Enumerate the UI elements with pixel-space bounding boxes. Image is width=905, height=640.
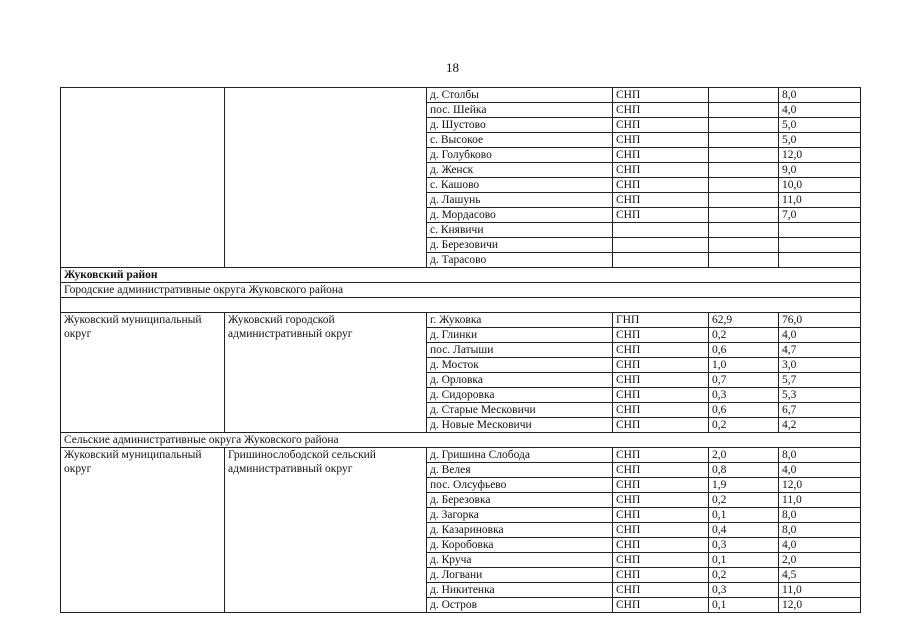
table-row <box>61 448 861 463</box>
value-1-cell <box>709 208 779 223</box>
value-1-cell <box>709 163 779 178</box>
value-2-cell <box>779 223 861 238</box>
section-title: Городские административные округа Жуковского района <box>61 283 861 298</box>
value-2-cell: 8,0 <box>779 448 861 463</box>
settlement-type-cell: СНП <box>613 208 709 223</box>
settlement-type-cell: ГНП <box>613 313 709 328</box>
settlement-name-cell: пос. Олсуфьево <box>427 478 613 493</box>
settlement-name-cell: д. Столбы <box>427 88 613 103</box>
settlement-type-cell: СНП <box>613 343 709 358</box>
district-header-row <box>61 268 861 283</box>
settlement-type-cell <box>613 253 709 268</box>
value-2-cell: 12,0 <box>779 148 861 163</box>
value-1-cell: 0,8 <box>709 463 779 478</box>
value-2-cell: 5,0 <box>779 133 861 148</box>
value-1-cell <box>709 238 779 253</box>
value-1-cell: 0,2 <box>709 493 779 508</box>
admin-district-cell: Гришинослободской сельский административный округ <box>225 448 427 613</box>
settlement-name-cell: д. Круча <box>427 553 613 568</box>
settlement-name-cell: д. Тарасово <box>427 253 613 268</box>
settlement-name-cell: с. Кашово <box>427 178 613 193</box>
value-1-cell: 1,9 <box>709 478 779 493</box>
settlement-name-cell: д. Березовичи <box>427 238 613 253</box>
settlement-type-cell: СНП <box>613 598 709 613</box>
value-2-cell <box>779 238 861 253</box>
value-2-cell: 4,0 <box>779 538 861 553</box>
value-1-cell <box>709 178 779 193</box>
value-2-cell: 8,0 <box>779 508 861 523</box>
settlement-type-cell: СНП <box>613 508 709 523</box>
value-2-cell: 4,0 <box>779 463 861 478</box>
value-1-cell <box>709 133 779 148</box>
settlement-name-cell: д. Казариновка <box>427 523 613 538</box>
settlement-type-cell: СНП <box>613 523 709 538</box>
value-1-cell <box>709 103 779 118</box>
settlements-table <box>60 87 861 613</box>
value-2-cell: 4,5 <box>779 568 861 583</box>
value-1-cell: 0,2 <box>709 568 779 583</box>
value-2-cell: 8,0 <box>779 523 861 538</box>
value-1-cell: 0,3 <box>709 388 779 403</box>
value-1-cell: 62,9 <box>709 313 779 328</box>
settlement-type-cell: СНП <box>613 373 709 388</box>
value-1-cell: 0,4 <box>709 523 779 538</box>
value-2-cell: 11,0 <box>779 193 861 208</box>
settlement-type-cell: СНП <box>613 403 709 418</box>
settlement-type-cell: СНП <box>613 358 709 373</box>
value-2-cell: 4,0 <box>779 328 861 343</box>
admin-district-cell: Жуковский городской административный округ <box>225 313 427 433</box>
settlement-name-cell: д. Мордасово <box>427 208 613 223</box>
value-2-cell: 5,0 <box>779 118 861 133</box>
value-2-cell: 5,7 <box>779 373 861 388</box>
settlement-type-cell: СНП <box>613 103 709 118</box>
blank-row <box>61 298 861 313</box>
value-1-cell: 0,1 <box>709 553 779 568</box>
value-1-cell <box>709 88 779 103</box>
page-number: 18 <box>446 60 459 75</box>
value-2-cell: 4,2 <box>779 418 861 433</box>
settlement-type-cell: СНП <box>613 478 709 493</box>
value-1-cell: 0,1 <box>709 508 779 523</box>
municipality-cell <box>61 88 225 268</box>
value-1-cell: 0,6 <box>709 403 779 418</box>
value-1-cell: 2,0 <box>709 448 779 463</box>
table-row <box>61 88 861 103</box>
settlement-name-cell: д. Березовка <box>427 493 613 508</box>
value-2-cell: 12,0 <box>779 478 861 493</box>
settlement-name-cell: д. Лашунь <box>427 193 613 208</box>
value-2-cell: 9,0 <box>779 163 861 178</box>
settlement-name-cell: д. Коробовка <box>427 538 613 553</box>
settlement-type-cell: СНП <box>613 178 709 193</box>
value-1-cell: 1,0 <box>709 358 779 373</box>
value-1-cell: 0,7 <box>709 373 779 388</box>
settlement-type-cell: СНП <box>613 118 709 133</box>
settlement-type-cell: СНП <box>613 568 709 583</box>
settlement-name-cell: д. Велея <box>427 463 613 478</box>
settlement-name-cell: д. Шустово <box>427 118 613 133</box>
settlement-name-cell: пос. Шейка <box>427 103 613 118</box>
settlement-name-cell: д. Орловка <box>427 373 613 388</box>
value-2-cell: 8,0 <box>779 88 861 103</box>
section-title: Сельские административные округа Жуковского района <box>61 433 861 448</box>
settlement-name-cell: с. Высокое <box>427 133 613 148</box>
value-1-cell: 0,6 <box>709 343 779 358</box>
value-2-cell: 4,0 <box>779 103 861 118</box>
admin-district-cell <box>225 88 427 268</box>
settlement-name-cell: с. Княвичи <box>427 223 613 238</box>
value-1-cell: 0,3 <box>709 538 779 553</box>
settlement-type-cell: СНП <box>613 88 709 103</box>
settlement-type-cell: СНП <box>613 418 709 433</box>
table-row <box>61 313 861 328</box>
value-1-cell: 0,2 <box>709 328 779 343</box>
settlement-type-cell: СНП <box>613 583 709 598</box>
settlement-type-cell: СНП <box>613 553 709 568</box>
settlement-name-cell: д. Голубково <box>427 148 613 163</box>
settlement-name-cell: д. Глинки <box>427 328 613 343</box>
district-title: Жуковский район <box>61 268 861 283</box>
settlement-type-cell: СНП <box>613 328 709 343</box>
settlement-name-cell: д. Логвани <box>427 568 613 583</box>
value-2-cell: 7,0 <box>779 208 861 223</box>
value-1-cell <box>709 148 779 163</box>
value-2-cell: 3,0 <box>779 358 861 373</box>
value-1-cell <box>709 118 779 133</box>
settlement-name-cell: д. Загорка <box>427 508 613 523</box>
settlement-type-cell: СНП <box>613 463 709 478</box>
settlement-name-cell: пос. Латыши <box>427 343 613 358</box>
value-2-cell: 6,7 <box>779 403 861 418</box>
section-header-row <box>61 433 861 448</box>
settlement-type-cell: СНП <box>613 538 709 553</box>
value-2-cell: 5,3 <box>779 388 861 403</box>
municipality-cell: Жуковский муниципальный округ <box>61 448 225 613</box>
value-2-cell: 2,0 <box>779 553 861 568</box>
settlement-type-cell: СНП <box>613 163 709 178</box>
settlement-type-cell <box>613 238 709 253</box>
value-1-cell <box>709 193 779 208</box>
settlement-type-cell: СНП <box>613 493 709 508</box>
value-2-cell <box>779 253 861 268</box>
value-2-cell: 10,0 <box>779 178 861 193</box>
value-2-cell: 12,0 <box>779 598 861 613</box>
value-1-cell: 0,3 <box>709 583 779 598</box>
settlement-type-cell: СНП <box>613 148 709 163</box>
settlement-type-cell: СНП <box>613 388 709 403</box>
value-2-cell: 4,7 <box>779 343 861 358</box>
settlement-name-cell: д. Никитенка <box>427 583 613 598</box>
value-2-cell: 76,0 <box>779 313 861 328</box>
table-body <box>61 88 861 613</box>
municipality-cell: Жуковский муниципальный округ <box>61 313 225 433</box>
settlement-name-cell: д. Новые Месковичи <box>427 418 613 433</box>
value-2-cell: 11,0 <box>779 493 861 508</box>
value-2-cell: 11,0 <box>779 583 861 598</box>
value-1-cell: 0,2 <box>709 418 779 433</box>
value-1-cell: 0,1 <box>709 598 779 613</box>
settlement-name-cell: г. Жуковка <box>427 313 613 328</box>
settlement-type-cell <box>613 223 709 238</box>
section-header-row <box>61 283 861 298</box>
settlement-name-cell: д. Мосток <box>427 358 613 373</box>
blank-cell <box>61 298 861 313</box>
settlement-type-cell: СНП <box>613 133 709 148</box>
settlement-name-cell: д. Женск <box>427 163 613 178</box>
value-1-cell <box>709 253 779 268</box>
settlement-name-cell: д. Старые Месковичи <box>427 403 613 418</box>
settlement-name-cell: д. Остров <box>427 598 613 613</box>
value-1-cell <box>709 223 779 238</box>
settlement-type-cell: СНП <box>613 193 709 208</box>
settlement-type-cell: СНП <box>613 448 709 463</box>
settlement-name-cell: д. Сидоровка <box>427 388 613 403</box>
settlement-name-cell: д. Гришина Слобода <box>427 448 613 463</box>
